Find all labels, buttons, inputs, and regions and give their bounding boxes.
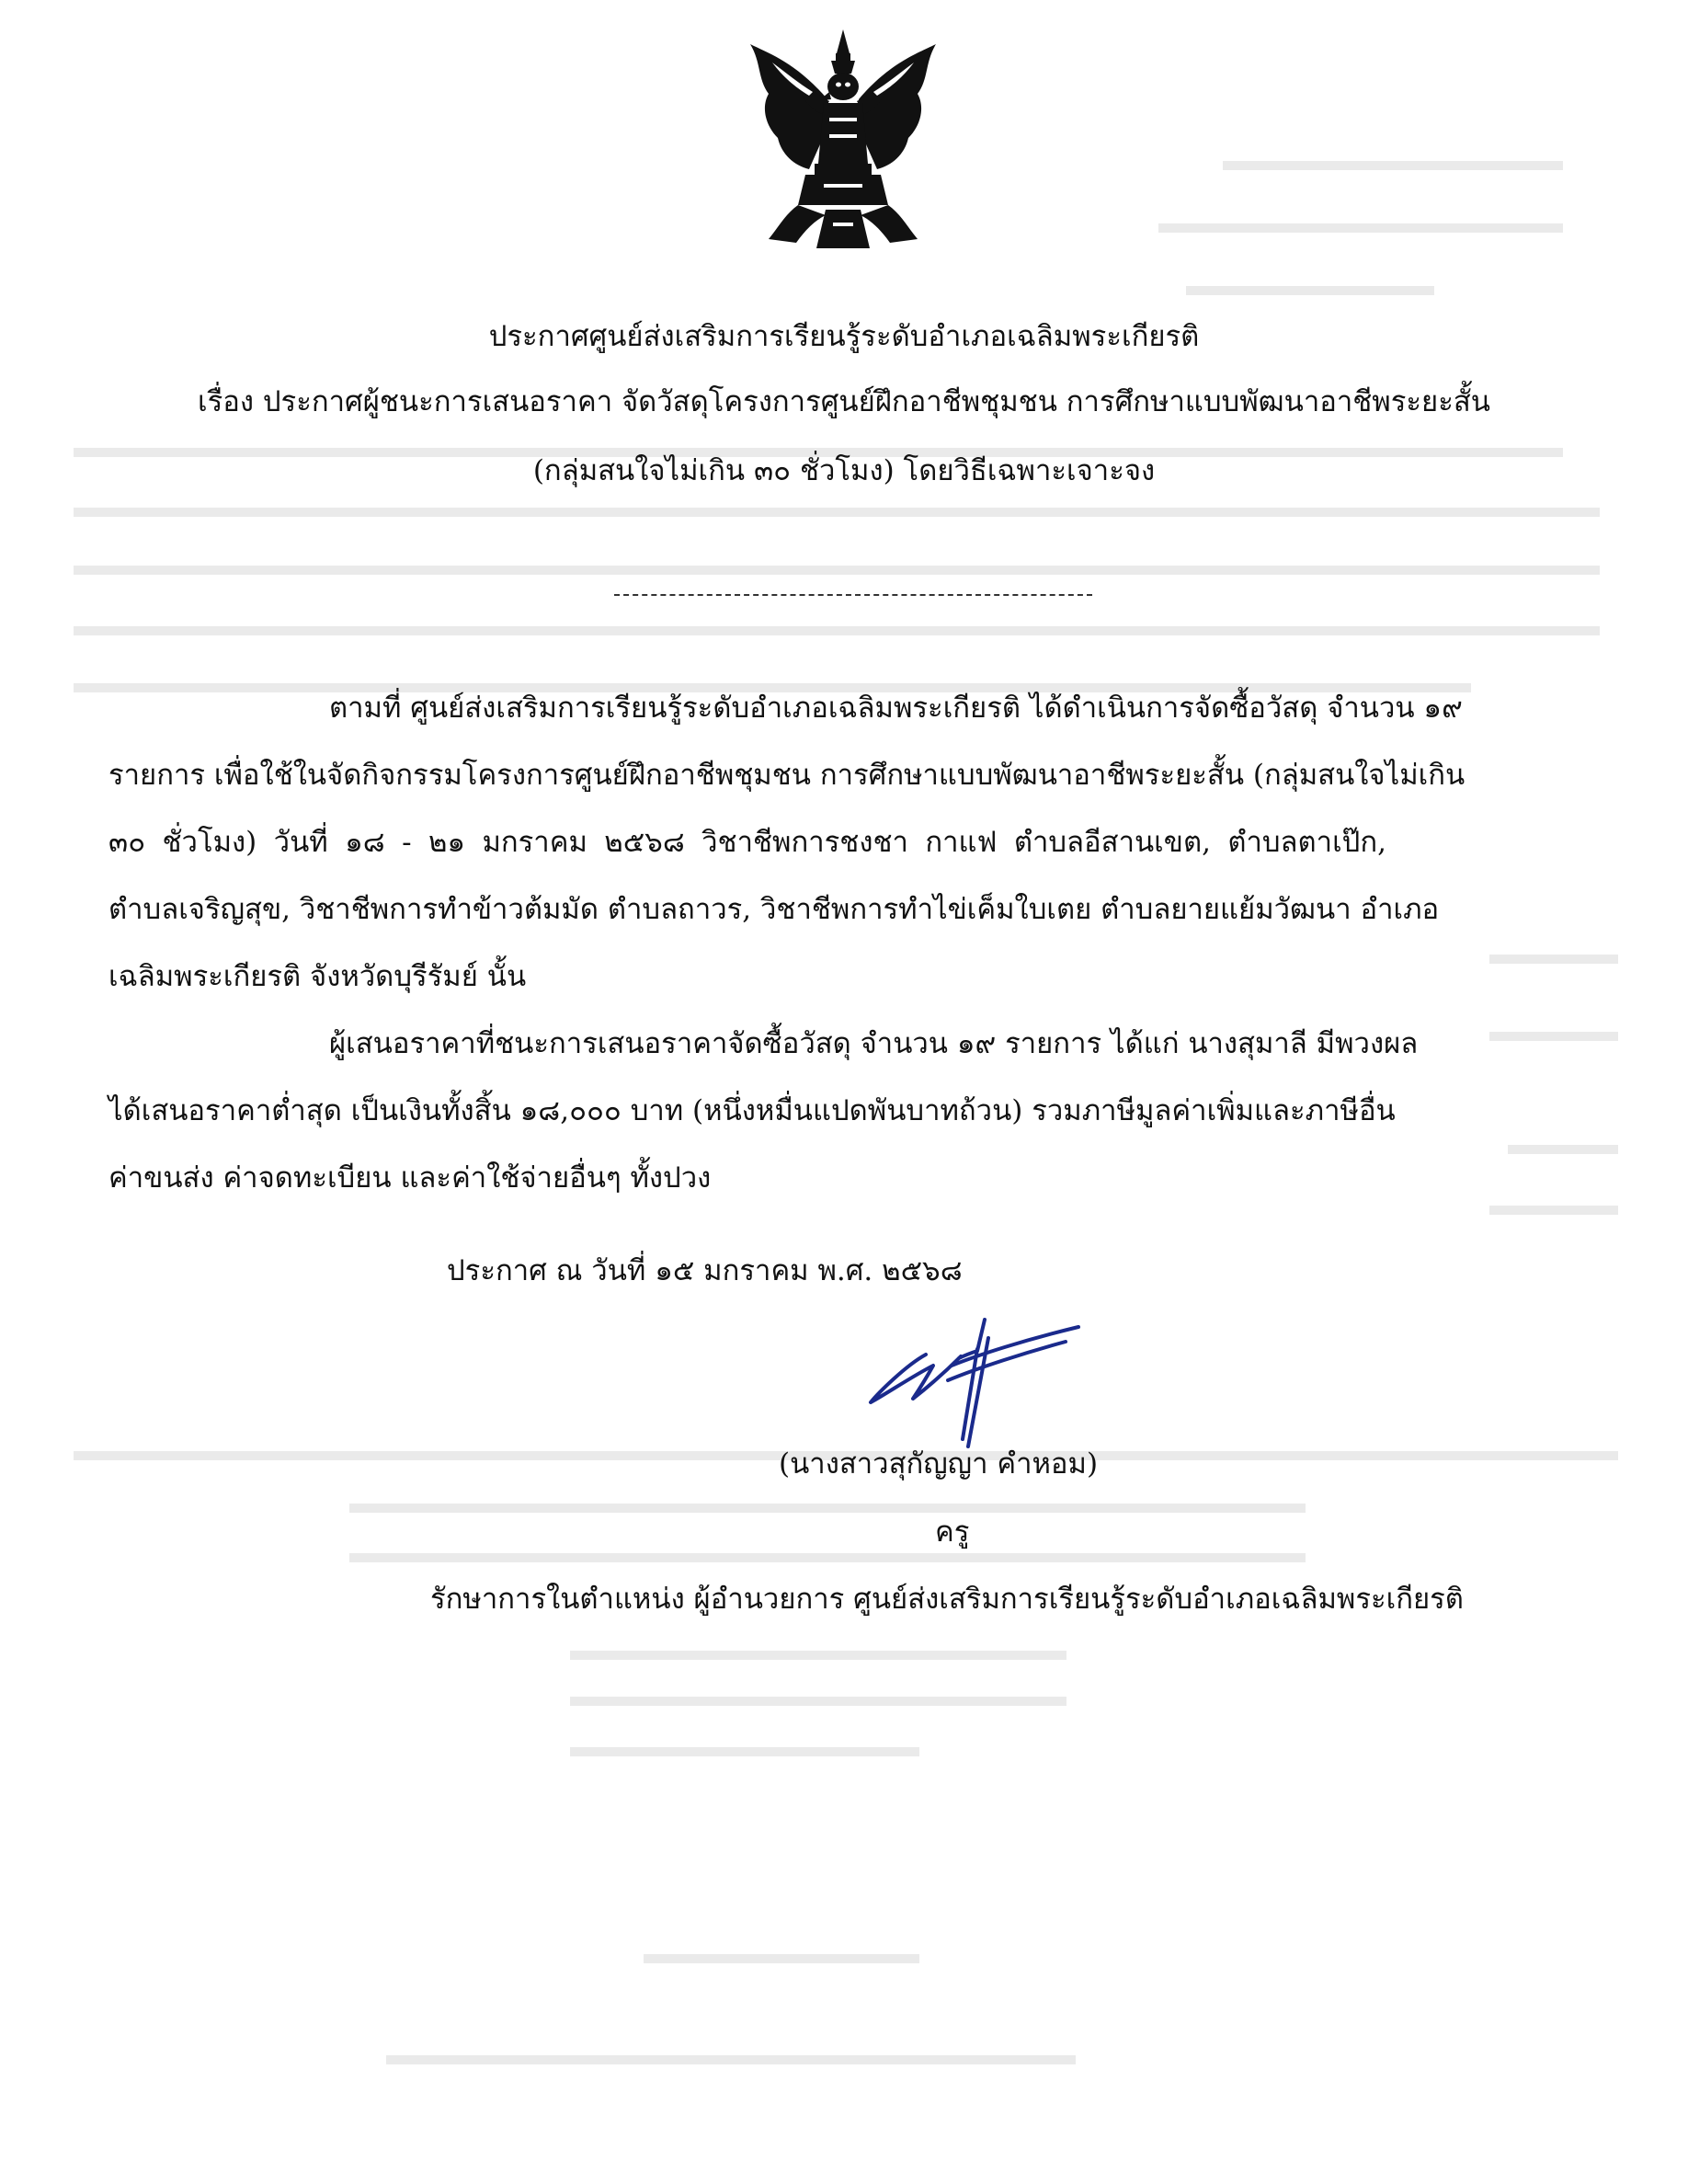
paragraph-1-line-1: ตามที่ ศูนย์ส่งเสริมการเรียนรู้ระดับอำเภอเฉลิมพระเกียรติ ได้ดำเนินการจัดซื้อวัสดุ จำนวน ๑๙ <box>329 692 1463 725</box>
signatory-acting-title: รักษาการในตำแหน่ง ผู้อำนวยการ ศูนย์ส่งเสริมการเรียนรู้ระดับอำเภอเฉลิมพระเกียรติ <box>430 1583 1464 1616</box>
signatory-name: (นางสาวสุกัญญา คำหอม) <box>779 1447 1099 1481</box>
document-subject-continued: (กลุ่มสนใจไม่เกิน ๓๐ ชั่วโมง) โดยวิธีเฉพาะเจาะจง <box>532 454 1156 487</box>
paragraph-2-line-1: ผู้เสนอราคาที่ชนะการเสนอราคาจัดซื้อวัสดุ จำนวน ๑๙ รายการ ได้แก่ นางสุมาลี มีพวงผล <box>329 1027 1419 1060</box>
paragraph-1-line-4: ตำบลเจริญสุข, วิชาชีพการทำข้าวต้มมัด ตำบลถาวร, วิชาชีพการทำไข่เค็มใบเตย ตำบลยายแย้มวัฒนา อำเภอ <box>108 893 1440 926</box>
paragraph-2-line-2: ได้เสนอราคาต่ำสุด เป็นเงินทั้งสิ้น ๑๘,๐๐๐ บาท (หนึ่งหมื่นแปดพันบาทถ้วน) รวมภาษีมูลค่าเพิ่มและภาษีอื่น <box>108 1094 1396 1127</box>
document-subject: เรื่อง ประกาศผู้ชนะการเสนอราคา จัดวัสดุโครงการศูนย์ฝึกอาชีพชุมชน การศึกษาแบบพัฒนาอาชีพระยะสั้น <box>198 385 1490 418</box>
announcement-date: ประกาศ ณ วันที่ ๑๕ มกราคม พ.ศ. ๒๕๖๘ <box>447 1254 963 1287</box>
paragraph-1-line-5: เฉลิมพระเกียรติ จังหวัดบุรีรัมย์ นั้น <box>108 960 527 993</box>
separator-rule <box>614 594 1092 596</box>
signatory-position: ครู <box>935 1515 970 1549</box>
paragraph-1-line-3: ๓๐ ชั่วโมง) วันที่ ๑๘ - ๒๑ มกราคม ๒๕๖๘ วิชาชีพการชงชา กาแฟ ตำบลอีสานเขต, ตำบลตาเป๊ก, <box>108 826 1386 859</box>
paragraph-1-line-2: รายการ เพื่อใช้ในจัดกิจกรรมโครงการศูนย์ฝึกอาชีพชุมชน การศึกษาแบบพัฒนาอาชีพระยะสั้น (กลุ่มสนใจไม่เกิน <box>108 759 1466 792</box>
document-title: ประกาศศูนย์ส่งเสริมการเรียนรู้ระดับอำเภอเฉลิมพระเกียรติ <box>488 320 1200 353</box>
paragraph-2-line-3: ค่าขนส่ง ค่าจดทะเบียน และค่าใช้จ่ายอื่นๆ ทั้งปวง <box>108 1161 712 1195</box>
handwritten-signature <box>860 1301 1099 1448</box>
garuda-emblem-icon <box>741 26 945 251</box>
